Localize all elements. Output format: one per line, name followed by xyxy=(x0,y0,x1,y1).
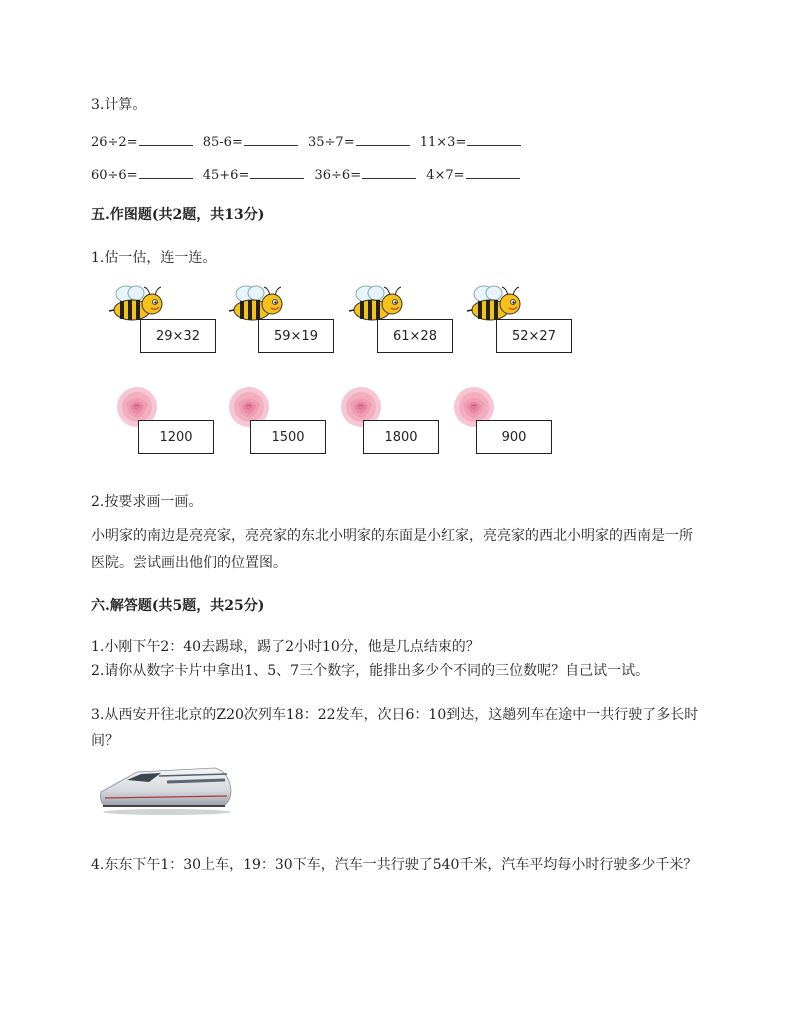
calc-item xyxy=(315,166,417,185)
section6-q4: 4.东东下午1：30上车，19：30下车，汽车一共行驶了540千米，汽车平均每小时行驶多少千米？ xyxy=(91,857,698,873)
bee-icon xyxy=(348,284,404,324)
answer-card[interactable]: 900 xyxy=(476,420,552,454)
calc-expression: 60÷6= xyxy=(91,168,138,183)
expression-card[interactable]: 61×28 xyxy=(377,319,453,353)
answer-blank[interactable] xyxy=(356,133,410,146)
answer-blank[interactable] xyxy=(139,166,193,179)
calc-item xyxy=(203,133,298,152)
expression-card[interactable]: 29×32 xyxy=(140,319,216,353)
answer-card[interactable]: 1800 xyxy=(363,420,439,454)
calc-item xyxy=(91,166,193,185)
calc-item xyxy=(420,133,522,152)
train-icon xyxy=(97,762,233,816)
section6-heading: 六.解答题(共5题，共25分) xyxy=(91,598,265,614)
expression-card[interactable]: 59×19 xyxy=(258,319,334,353)
calc-row-2 xyxy=(91,166,526,185)
section6-q3: 3.从西安开往北京的Z20次列车18：22发车，次日6：10到达，这趟列车在途中一共行驶了多长时间？ xyxy=(91,707,699,749)
answer-blank[interactable] xyxy=(250,166,304,179)
answer-blank[interactable] xyxy=(139,133,193,146)
calc-expression: 36÷6= xyxy=(314,168,362,183)
calc-item xyxy=(426,166,519,185)
calc-expression: 45+6= xyxy=(202,168,250,183)
section6-q1: 1.小刚下午2：40去踢球，踢了2小时10分，他是几点结束的？ xyxy=(91,639,480,655)
calc-row-1 xyxy=(91,133,527,152)
calc-item xyxy=(91,133,193,152)
calc-item xyxy=(308,133,410,152)
section5-q2-title: 2.按要求画一画。 xyxy=(91,494,203,510)
calc-expression: 35÷7= xyxy=(308,135,355,150)
calc-expression: 26÷2= xyxy=(91,135,138,150)
answer-card[interactable]: 1200 xyxy=(138,420,214,454)
section5-heading: 五.作图题(共2题，共13分) xyxy=(91,207,265,223)
bee-icon xyxy=(228,284,284,324)
calc-expression: 4×7= xyxy=(426,168,465,183)
answer-card[interactable]: 1500 xyxy=(250,420,326,454)
calc-expression: 85-6= xyxy=(202,135,243,150)
bee-icon xyxy=(466,284,522,324)
section5-q1-title: 1.估一估，连一连。 xyxy=(91,250,217,266)
section5-q2-text: 小明家的南边是亮亮家，亮亮家的东北小明家的东面是小红家，亮亮家的西北小明家的西南是一所医院。尝试画出他们的位置图。 xyxy=(91,528,693,571)
calc-expression: 11×3= xyxy=(419,135,467,150)
answer-blank[interactable] xyxy=(244,133,298,146)
answer-blank[interactable] xyxy=(362,166,416,179)
answer-blank[interactable] xyxy=(466,166,520,179)
expression-card[interactable]: 52×27 xyxy=(496,319,572,353)
section3-title: 3.计算。 xyxy=(91,97,147,113)
bee-icon xyxy=(108,284,164,324)
section6-q2: 2.请你从数字卡片中拿出1、5、7三个数字，能排出多少个不同的三位数呢？自己试一试。 xyxy=(91,663,650,679)
calc-item xyxy=(203,166,305,185)
answer-blank[interactable] xyxy=(467,133,521,146)
